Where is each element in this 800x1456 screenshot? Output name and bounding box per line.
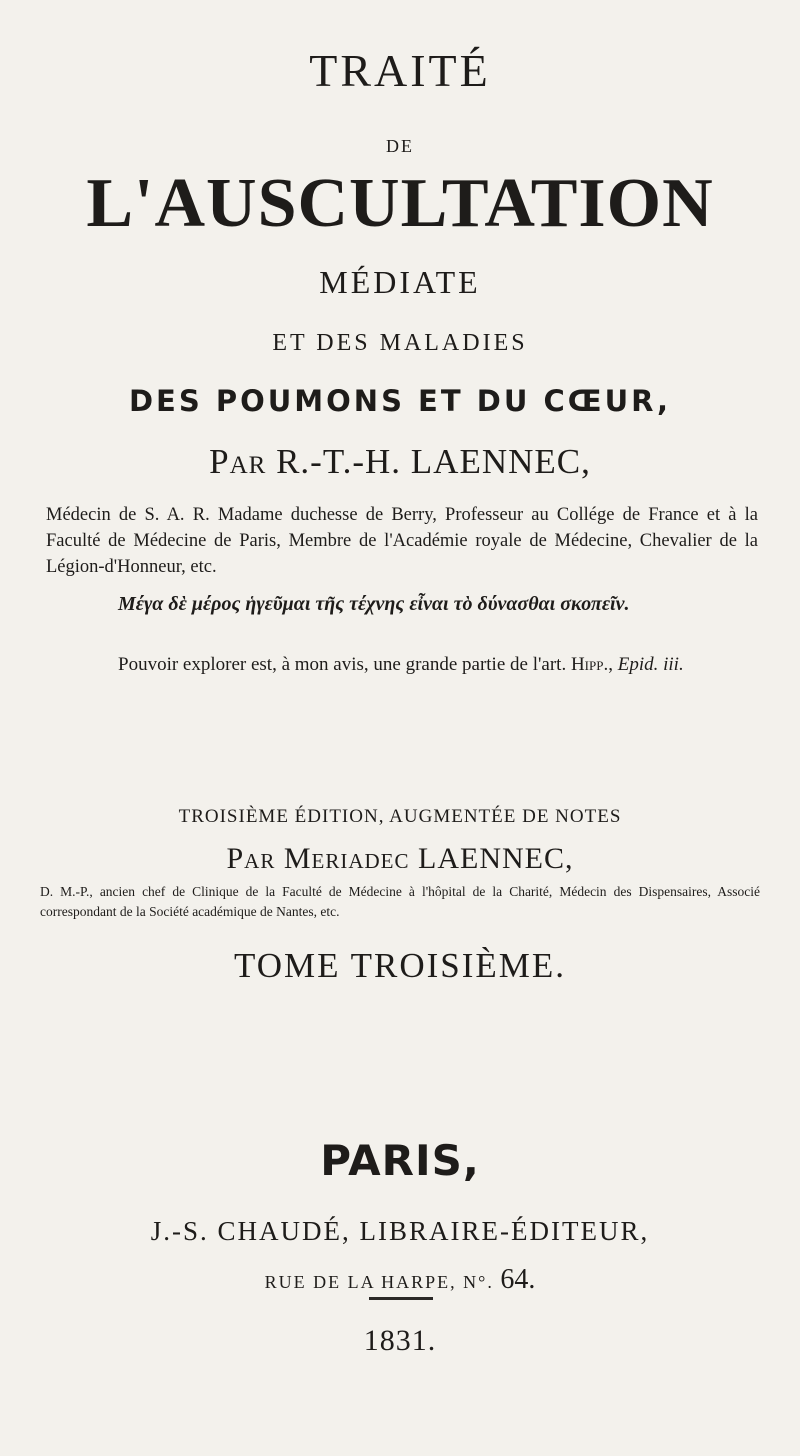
address-number: 64. bbox=[500, 1264, 536, 1295]
editor-name: LAENNEC, bbox=[418, 842, 574, 875]
volume-line: TOME TROISIÈME. bbox=[233, 946, 567, 985]
epigraph-french-text: Pouvoir explorer est, à mon avis, une grande partie de l'art. bbox=[118, 654, 567, 675]
address-street: RUE DE LA HARPE, N°. bbox=[264, 1272, 494, 1292]
publisher-line: J.-S. CHAUDÉ, LIBRAIRE-ÉDITEUR, bbox=[150, 1216, 650, 1246]
epigraph-source-work: Epid. iii. bbox=[617, 654, 684, 675]
author-prefix: Par bbox=[209, 442, 267, 481]
title-de: DE bbox=[386, 136, 414, 156]
title-traite: TRAITÉ bbox=[309, 45, 491, 96]
epigraph-greek: Μέγα δὲ μέρος ἡγεῦμαι τῆς τέχνης εἶναι τὸ δύνασθαι σκοπεῖν. bbox=[118, 593, 630, 615]
year-line: 1831. bbox=[363, 1324, 437, 1357]
editor-prefix: Par Meriadec bbox=[226, 842, 410, 875]
author-line bbox=[0, 442, 800, 482]
epigraph-source-author: Hipp., bbox=[570, 654, 613, 675]
title-et-des-maladies: ET DES MALADIES bbox=[272, 330, 528, 356]
author-credentials: Médecin de S. A. R. Madame duchesse de Berry, Professeur au Collége de France et à la Faculté de Médecine de Paris, Membre de l'Académie royale de Médecine, Chevalier de la Légion-d'Honneur, etc. bbox=[46, 505, 758, 577]
editor-credentials: D. M.-P., ancien chef de Clinique de la Faculté de Médecine à l'hôpital de la Charité, Médecin des Dispensaires, Associé correspondant de la Société académique de Nantes, etc. bbox=[40, 884, 760, 919]
edition-line: TROISIÈME ÉDITION, AUGMENTÉE DE NOTES bbox=[178, 806, 622, 827]
author-name: R.-T.-H. LAENNEC, bbox=[276, 442, 591, 481]
title-auscultation: L'AUSCULTATION bbox=[86, 165, 714, 242]
city-line: PARIS, bbox=[320, 1136, 480, 1185]
divider-rule bbox=[369, 1297, 433, 1300]
epigraph-french bbox=[118, 652, 758, 678]
title-poumons-coeur: DES POUMONS ET DU CŒUR, bbox=[128, 384, 672, 418]
address-line bbox=[0, 1264, 800, 1296]
title-mediate: MÉDIATE bbox=[319, 264, 481, 300]
editor-line bbox=[0, 842, 800, 876]
